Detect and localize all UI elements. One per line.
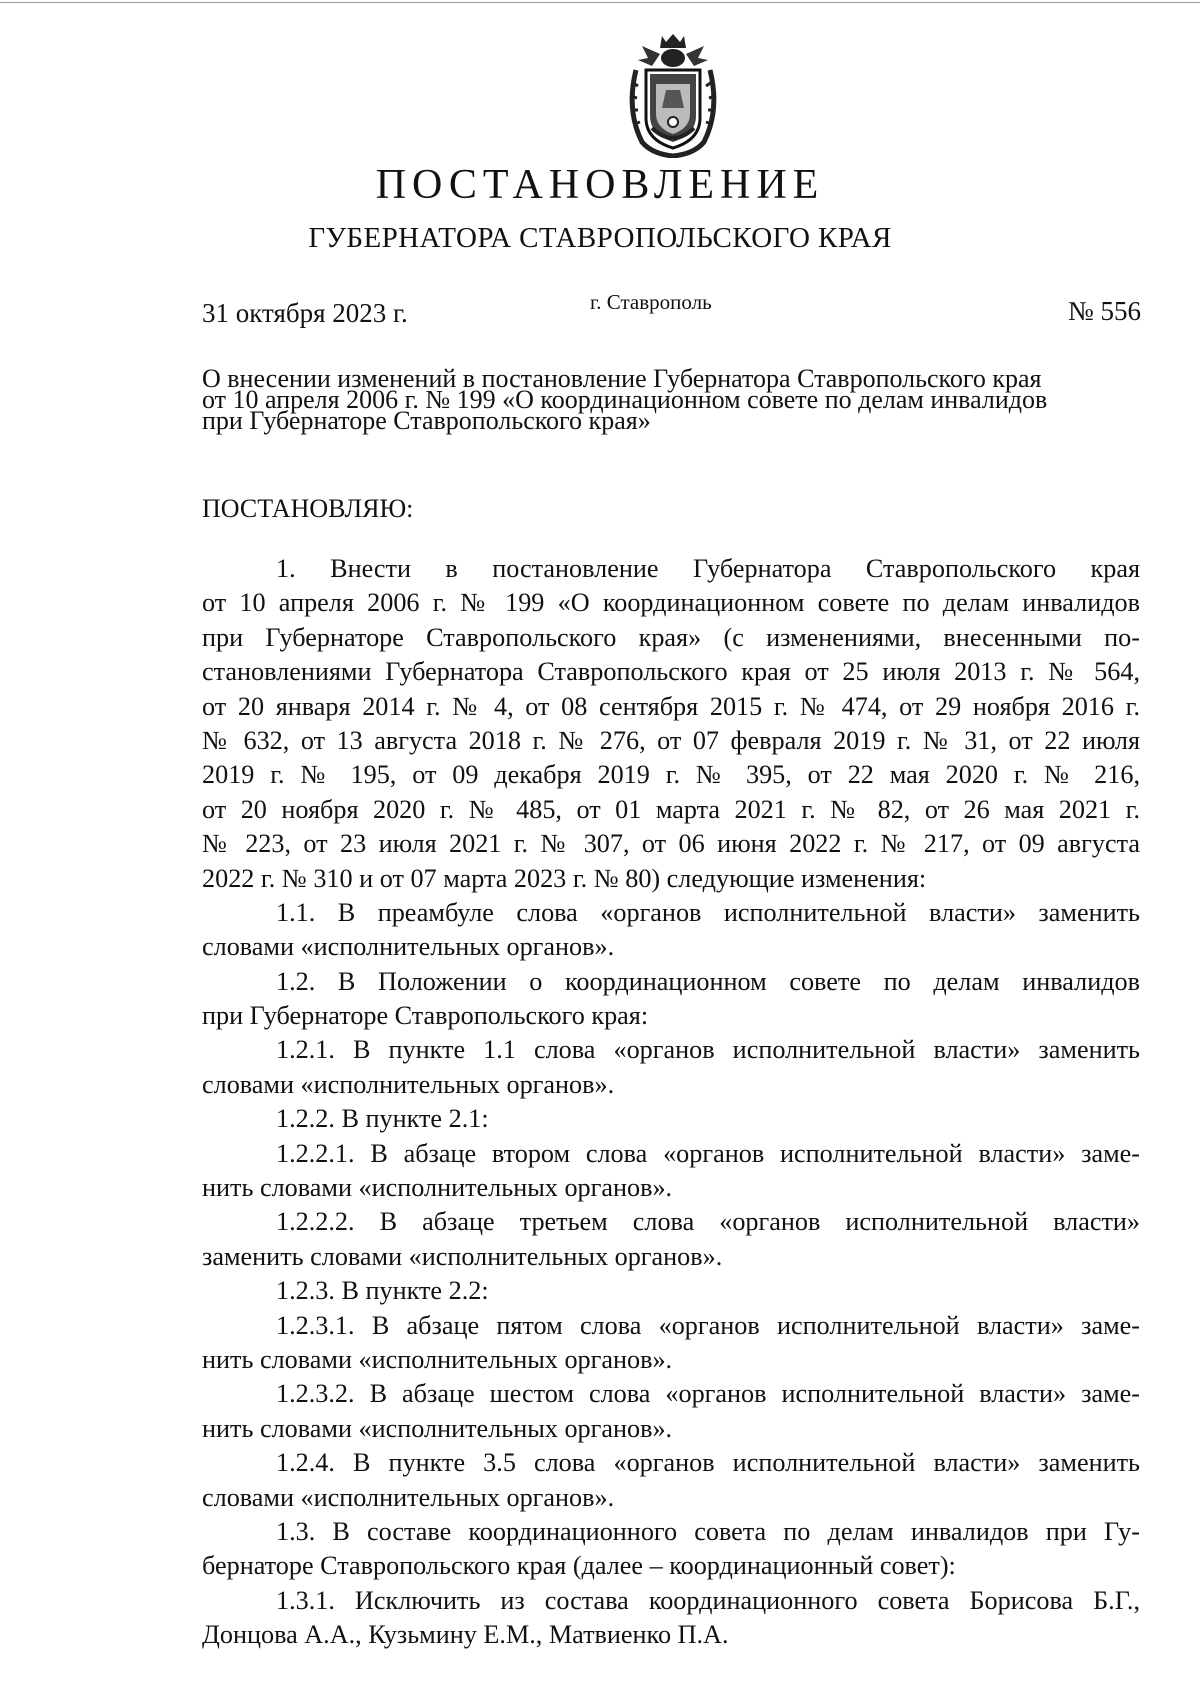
body-line: 1.2.2.2. В абзаце третьем слова «органов исполнительной власти» [276, 1207, 1140, 1237]
body-line: нить словами «исполнительных органов». [202, 1344, 673, 1374]
document-number: № 556 [1067, 296, 1141, 326]
issuing-authority: ГУБЕРНАТОРА СТАВРОПОЛЬСКОГО КРАЯ [308, 222, 892, 254]
body-line: нить словами «исполнительных органов». [202, 1173, 673, 1203]
body-line: 1.3.1. Исключить из состава координационного совета Борисова Б.Г., [276, 1585, 1140, 1615]
coat-of-arms-emblem [622, 30, 724, 158]
resolve-word: ПОСТАНОВЛЯЮ: [202, 494, 414, 523]
body-line: Донцова А.А., Кузьмину Е.М., Матвиенко П.А. [202, 1620, 729, 1650]
body-line: словами «исполнительных органов». [202, 1069, 615, 1099]
body-line: от 20 января 2014 г. № 4, от 08 сентября 2015 г. № 474, от 29 ноября 2016 г. [202, 691, 1140, 721]
body-line: нить словами «исполнительных органов». [202, 1413, 673, 1443]
title-line: от 10 апреля 2006 г. № 199 «О координационном совете по делам инвалидов [202, 385, 1048, 414]
document-title [202, 364, 1140, 435]
body-line: словами «исполнительных органов». [202, 1482, 615, 1512]
body-line: 1.2.1. В пункте 1.1 слова «органов исполнительной власти» заменить [276, 1035, 1140, 1065]
body-line: № 223, от 23 июля 2021 г. № 307, от 06 июня 2022 г. № 217, от 09 августа [202, 829, 1140, 859]
body-line: 1.2.3. В пункте 2.2: [276, 1276, 489, 1306]
document-date: 31 октября 2023 г. [202, 298, 408, 328]
body-line: при Губернаторе Ставропольского края» (с изменениями, внесенными по- [202, 622, 1140, 652]
body-line: заменить словами «исполнительных органов». [202, 1241, 723, 1271]
body-line: 1.3. В составе координационного совета по делам инвалидов при Гу- [276, 1516, 1140, 1546]
body-line: при Губернаторе Ставропольского края: [202, 1001, 649, 1031]
document-body [202, 552, 1140, 1653]
body-line: от 20 ноября 2020 г. № 485, от 01 марта 2021 г. № 82, от 26 мая 2021 г. [202, 794, 1140, 824]
body-line: 1.2. В Положении о координационном совете по делам инвалидов [276, 966, 1140, 996]
body-line: 1.2.2. В пункте 2.1: [276, 1104, 489, 1134]
body-line: 1. Внести в постановление Губернатора Ставропольского края [276, 554, 1140, 583]
document-city: г. Ставрополь [590, 290, 712, 314]
title-line: О внесении изменений в постановление Губернатора Ставропольского края [202, 364, 1042, 393]
body-line: бернаторе Ставропольского края (далее – координационный совет): [202, 1551, 956, 1581]
page-top-edge [0, 2, 1200, 3]
body-line: становлениями Губернатора Ставропольского края от 25 июля 2013 г. № 564, [202, 657, 1140, 687]
body-line: 2019 г. № 195, от 09 декабря 2019 г. № 395, от 22 мая 2020 г. № 216, [202, 760, 1140, 790]
title-line: при Губернаторе Ставропольского края» [202, 406, 651, 435]
body-line: 1.1. В преамбуле слова «органов исполнительной власти» заменить [276, 897, 1140, 927]
body-line: 1.2.3.1. В абзаце пятом слова «органов исполнительной власти» заме- [276, 1310, 1140, 1340]
body-line: от 10 апреля 2006 г. № 199 «О координационном совете по делам инвалидов [202, 588, 1140, 618]
body-line: 1.2.4. В пункте 3.5 слова «органов исполнительной власти» заменить [276, 1448, 1140, 1478]
document-type-heading: ПОСТАНОВЛЕНИЕ [375, 162, 825, 208]
body-line: 2022 г. № 310 и от 07 марта 2023 г. № 80) следующие изменения: [202, 863, 927, 893]
body-line: № 632, от 13 августа 2018 г. № 276, от 07 февраля 2019 г. № 31, от 22 июля [202, 725, 1140, 755]
body-line: 1.2.3.2. В абзаце шестом слова «органов исполнительной власти» заме- [276, 1379, 1140, 1409]
body-line: 1.2.2.1. В абзаце втором слова «органов исполнительной власти» заме- [276, 1138, 1140, 1168]
body-line: словами «исполнительных органов». [202, 932, 615, 962]
